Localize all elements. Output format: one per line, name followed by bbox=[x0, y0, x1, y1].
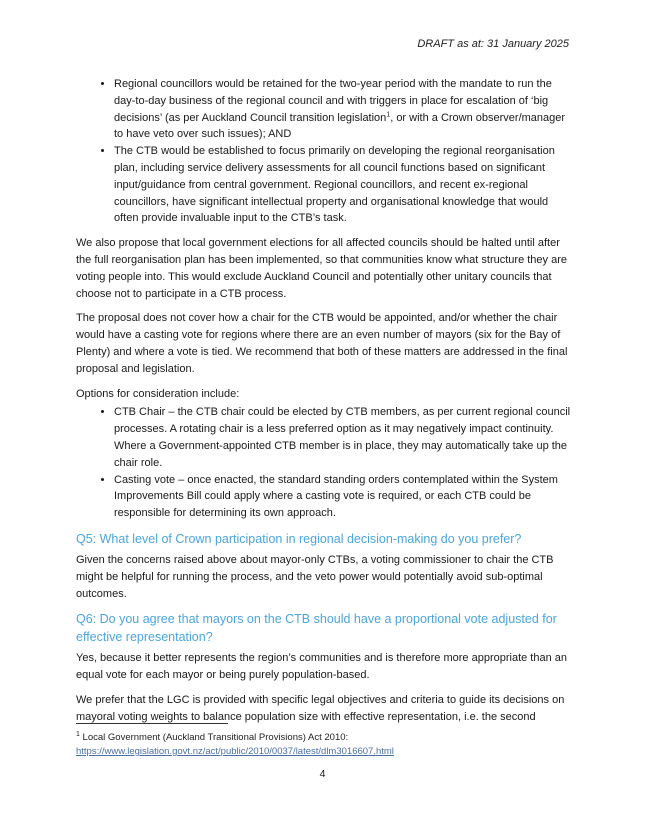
question-6-answer: Yes, because it better represents the region’s communities and is therefore more appropriate than an equal vote for each mayor or being purely population-based. bbox=[76, 652, 568, 682]
page-number: 4 bbox=[319, 768, 326, 780]
question-5-answer: Given the concerns raised above about mayor-only CTBs, a voting commissioner to chair the CTB might be helpful for running the process, and the veto power would potentially avoid sub-optimal outcomes. bbox=[76, 553, 554, 600]
list-item: • The CTB would be established to focus primarily on developing the regional reorganisation plan, including service delivery assessments for all council functions based on significant input/guidance from central government. Regional councillors, and recent ex-regional councillors, have significant intellectual property and organisational knowledge that would often provide invaluable input to the CTB’s task. bbox=[114, 143, 572, 227]
footnote-link[interactable]: https://www.legislation.govt.nz/act/public/2010/0037/latest/dlm3016607.html bbox=[76, 746, 394, 757]
question-6-answer-continued: We prefer that the LGC is provided with specific legal objectives and criteria to guide its decisions on mayoral voting weights to balance population size with effective representation, i.e. the second bbox=[76, 693, 565, 723]
footnote-text: Local Government (Auckland Transitional Provisions) Act 2010: bbox=[79, 732, 349, 743]
draft-date-header: DRAFT as at: 31 January 2025 bbox=[417, 38, 569, 50]
page-body bbox=[76, 76, 572, 734]
question-5-heading: Q5: What level of Crown participation in regional decision-making do you prefer? bbox=[76, 531, 522, 546]
question-6-heading: Q6: Do you agree that mayors on the CTB should have a proportional vote adjusted for effective representation? bbox=[76, 612, 557, 645]
footnote-number: 1 bbox=[76, 730, 80, 738]
footnote-reference[interactable]: 1 bbox=[386, 110, 391, 118]
paragraph-chair: The proposal does not cover how a chair for the CTB would be appointed, and/or whether the chair would have a casting vote for regions where there are an even number of mayors (six for the Bay of Plenty) and where a vote is tied. We recommend that both of these matters are addressed in the final proposal and legislation. bbox=[76, 312, 568, 375]
options-intro: Options for consideration include: bbox=[76, 387, 240, 400]
list-item: • CTB Chair – the CTB chair could be elected by CTB members, as per current regional council processes. A rotating chair is a less preferred option as it may negatively impact continuity. Where a Government-appointed CTB member is in place, they may automatically take up the chair role. bbox=[114, 404, 572, 471]
footnote-divider bbox=[76, 723, 228, 724]
footnote bbox=[76, 731, 576, 759]
bullet-list-options bbox=[76, 404, 572, 522]
list-item: • Casting vote – once enacted, the standard standing orders contemplated within the System Improvements Bill could apply where a casting vote is required, or each CTB could be responsible for determining its own approach. bbox=[114, 472, 572, 522]
paragraph-elections: We also propose that local government elections for all affected councils should be halted until after the full reorganisation plan has been implemented, so that communities know what structure they are voting people into. This would exclude Auckland Council and potentially other unitary councils that choose not to participate in a CTB process. bbox=[76, 237, 567, 300]
bullet-list-transition bbox=[76, 76, 572, 227]
list-item: • Regional councillors would be retained for the two-year period with the mandate to run the day-to-day business of the regional council and with triggers in place for escalation of ‘big decisions’ (as per Auckland Council transition legislation$^1$, or with a Crown observer/manager to have veto over such issues); AND bbox=[114, 76, 572, 143]
